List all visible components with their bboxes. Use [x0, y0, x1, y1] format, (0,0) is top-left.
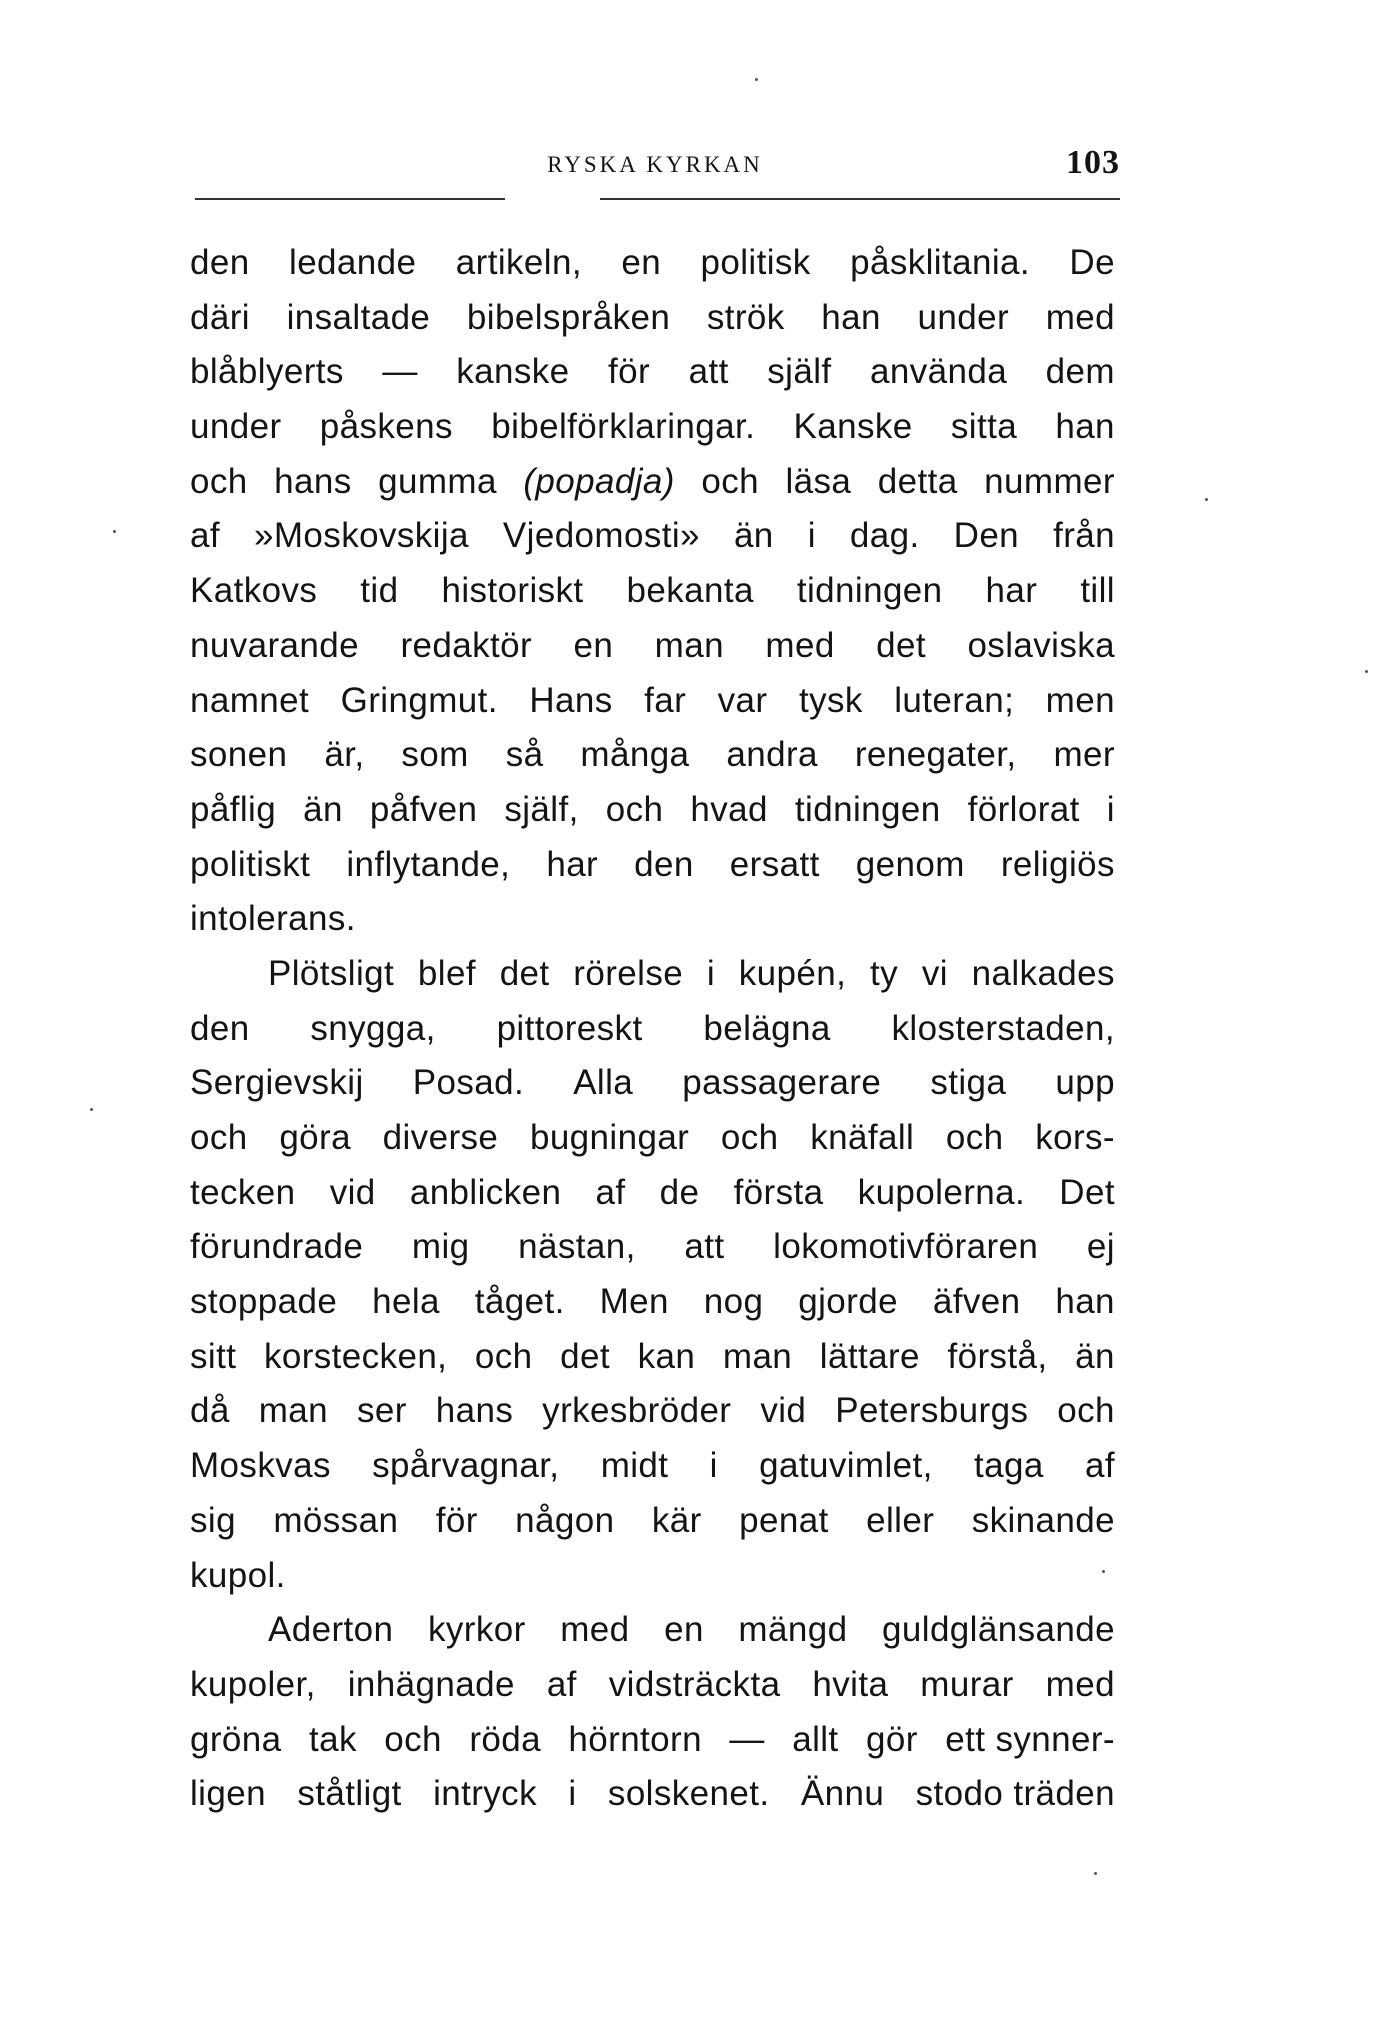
word: någon [515, 1500, 615, 1540]
word: det [560, 1336, 611, 1376]
word: en [573, 625, 614, 665]
word: däri [190, 297, 250, 337]
word: tid [360, 571, 399, 611]
word: lokomotivföraren [773, 1227, 1039, 1267]
text-line [190, 1439, 1115, 1494]
word: religiös [1000, 844, 1115, 884]
text-line [190, 947, 1115, 1002]
word: med [1045, 297, 1115, 337]
word: inflytande, [346, 844, 511, 884]
text-line [190, 1603, 1115, 1658]
word: sitta [950, 407, 1018, 447]
word: Posad. [412, 1063, 525, 1103]
word: Kanske [793, 407, 913, 447]
word: tecken [190, 1172, 296, 1212]
paragraph [190, 1603, 1115, 1822]
paragraph [190, 947, 1115, 1603]
word: i [709, 1446, 718, 1486]
word: nästan, [518, 1227, 636, 1267]
word: påfven [369, 789, 478, 829]
word: Ännu [800, 1774, 885, 1814]
word: artikeln, [455, 243, 582, 282]
word: nog [703, 1282, 764, 1322]
word: spårvagnar, [372, 1446, 560, 1486]
word: (popadja) [523, 461, 675, 501]
word: äfven [932, 1282, 1021, 1322]
text-line [190, 728, 1115, 783]
word: hans [435, 1391, 514, 1431]
word: den [634, 844, 694, 884]
paper-speck [113, 530, 116, 533]
word: af [190, 516, 220, 556]
word: detta [877, 461, 958, 501]
word: Hans [529, 680, 613, 720]
word: använda [870, 352, 1008, 392]
word: själf [767, 352, 832, 392]
text-line [190, 400, 1115, 455]
word: ledande [289, 243, 417, 282]
word: snygga, [310, 1008, 436, 1048]
word: allt [792, 1719, 839, 1759]
word: hvad [690, 789, 768, 829]
paper-speck [1205, 498, 1208, 501]
word: han [1055, 1282, 1115, 1322]
word: — [729, 1719, 765, 1759]
paper-speck [1365, 670, 1368, 673]
word: och [945, 1118, 1004, 1157]
word: första [733, 1172, 824, 1212]
text-line [190, 291, 1115, 346]
word: påflig [190, 789, 277, 829]
word: historiskt [441, 571, 584, 611]
word: det [876, 625, 926, 665]
word: vi [921, 953, 948, 993]
word: en [664, 1610, 704, 1650]
word: i [706, 953, 716, 993]
word: »Moskovskija [254, 516, 469, 556]
word: strök [706, 297, 785, 337]
word: den [190, 243, 250, 282]
paper-speck [755, 78, 758, 81]
word: för [435, 1500, 478, 1540]
word: under [190, 407, 282, 447]
word: röda [469, 1719, 541, 1759]
text-line [190, 1658, 1115, 1713]
text-line [190, 1111, 1115, 1166]
word: lättare [819, 1336, 920, 1376]
word: far [644, 680, 687, 720]
word: med [1045, 1664, 1115, 1704]
word: luteran; [894, 680, 1015, 720]
word: ersatt [729, 844, 820, 884]
word: bibelspråken [466, 297, 671, 337]
word: Plötsligt [268, 953, 395, 993]
word: den [190, 1008, 250, 1048]
word: andra [726, 735, 818, 775]
word: än [733, 516, 774, 556]
word: politiskt [190, 844, 311, 884]
word: nummer [984, 461, 1115, 501]
word: knäfall [810, 1118, 915, 1157]
word: politisk [700, 243, 811, 282]
word: af [546, 1664, 577, 1704]
header-rule-right [600, 198, 1120, 200]
word: har [546, 844, 599, 884]
word: yrkesbröder [542, 1391, 732, 1431]
word: hvita [812, 1664, 889, 1704]
word: under [917, 297, 1010, 337]
text-line [190, 1767, 1115, 1822]
word: tidningen [796, 571, 943, 611]
word: man [654, 625, 724, 665]
word: ligen [190, 1774, 266, 1814]
header-rule-left [195, 198, 505, 200]
word: så [505, 735, 544, 775]
text-line [190, 783, 1115, 838]
word: Petersburgs [835, 1391, 1029, 1431]
word: hans [274, 461, 352, 501]
word: och [190, 461, 248, 501]
word: rörelse [573, 953, 684, 993]
word: bekanta [626, 571, 754, 611]
word: korstecken, [263, 1336, 448, 1376]
word: läsa [785, 461, 852, 501]
word: stiga [930, 1063, 1007, 1103]
word: inhägnade [347, 1664, 515, 1704]
word: upp [1055, 1063, 1115, 1103]
word: af [595, 1172, 626, 1212]
word: kanske [456, 352, 570, 392]
text-line [190, 1220, 1115, 1275]
word: är, [324, 735, 365, 775]
word: och [605, 789, 664, 829]
word: passagerare [682, 1063, 882, 1103]
word: belägna [703, 1008, 831, 1048]
word: vid [329, 1172, 376, 1212]
text-line [190, 1330, 1115, 1385]
word: göra [279, 1118, 351, 1157]
word: klosterstaden, [891, 1008, 1115, 1048]
text-line [190, 455, 1115, 510]
word: hela [372, 1282, 440, 1322]
paper-speck [1094, 1872, 1097, 1875]
word: att [684, 1227, 725, 1267]
word: Gringmut. [340, 680, 498, 720]
word: murar [920, 1664, 1014, 1704]
text-line [190, 1275, 1115, 1330]
word: en [621, 243, 662, 282]
text-line [190, 1384, 1115, 1439]
word: Vjedomosti» [502, 516, 700, 556]
word: stodo träden [915, 1774, 1115, 1814]
text-line [190, 236, 1115, 291]
word: var [717, 680, 768, 720]
word: och [384, 1719, 442, 1759]
text-line [190, 1549, 1115, 1604]
word: eller [866, 1500, 935, 1540]
word: gumma [378, 461, 497, 501]
word: De [1069, 243, 1115, 282]
word: oslaviska [967, 625, 1115, 665]
word: kupol. [190, 1555, 286, 1595]
word: intolerans. [190, 899, 356, 939]
word: pittoreskt [496, 1008, 643, 1048]
word: blåblyerts [190, 352, 344, 392]
word: sitt [190, 1336, 237, 1376]
word: de [659, 1172, 700, 1212]
word: Katkovs [190, 571, 318, 611]
paper-speck [90, 1108, 93, 1111]
word: ser [356, 1391, 407, 1431]
text-line [190, 838, 1115, 893]
word: dem [1045, 352, 1115, 392]
word: Aderton [268, 1610, 394, 1650]
word: dag. [849, 516, 920, 556]
text-line [190, 509, 1115, 564]
word: men [1045, 680, 1115, 720]
word: gatuvimlet, [759, 1446, 933, 1486]
word: själf, [504, 789, 579, 829]
word: för [608, 352, 651, 392]
word: gjorde [798, 1282, 898, 1322]
word: än [303, 789, 343, 829]
word: kupén, [738, 953, 847, 993]
word: Men [599, 1282, 669, 1322]
word: diverse [382, 1118, 499, 1157]
word: i [1106, 789, 1115, 829]
word: bugningar [529, 1118, 690, 1157]
text-line [190, 892, 1115, 947]
word: genom [855, 844, 965, 884]
word: kyrkor [427, 1610, 526, 1650]
word: förlorat [967, 789, 1080, 829]
word: sonen [190, 735, 288, 775]
word: anblicken [409, 1172, 562, 1212]
word: solskenet. [607, 1774, 770, 1814]
word: mer [1053, 735, 1115, 775]
text-line [190, 1494, 1115, 1549]
word: förstå, [947, 1336, 1048, 1376]
word: vid [760, 1391, 807, 1431]
word: och [474, 1336, 533, 1376]
word: Det [1059, 1172, 1115, 1212]
word: kors- [1035, 1118, 1115, 1157]
word: tidningen [794, 789, 941, 829]
word: Moskvas [190, 1446, 331, 1486]
word: redaktör [400, 625, 533, 665]
word: taga [974, 1446, 1044, 1486]
word: med [560, 1610, 630, 1650]
word: han [1055, 407, 1115, 447]
word: sig [190, 1500, 236, 1540]
word: mössan [273, 1500, 399, 1540]
word: gör [865, 1719, 918, 1759]
page-number: 103 [1066, 144, 1120, 181]
word: har [985, 571, 1038, 611]
word: att [688, 352, 729, 392]
text-line [190, 1056, 1115, 1111]
text-line [190, 1166, 1115, 1221]
word: midt [600, 1446, 669, 1486]
word: tysk [798, 680, 863, 720]
paragraph [190, 236, 1115, 947]
word: vidsträckta [608, 1664, 781, 1704]
text-line [190, 674, 1115, 729]
word: af [1085, 1446, 1115, 1486]
word: då [190, 1391, 230, 1431]
word: i [568, 1774, 577, 1814]
body-text [190, 236, 1115, 1822]
word: påsklitania. [850, 243, 1030, 282]
word: penat [739, 1500, 829, 1540]
paper-speck [1102, 1570, 1105, 1573]
word: än [1075, 1336, 1115, 1376]
word: förundrade [190, 1227, 364, 1267]
word: skinande [971, 1500, 1115, 1540]
word: han [821, 297, 881, 337]
word: i [807, 516, 816, 556]
word: ej [1086, 1227, 1115, 1267]
word: insaltade [286, 297, 431, 337]
word: Sergievskij [190, 1063, 364, 1103]
running-head [190, 144, 1120, 188]
text-line [190, 345, 1115, 400]
text-line [190, 564, 1115, 619]
word: ett synner- [945, 1719, 1115, 1759]
text-line [190, 619, 1115, 674]
word: som [401, 735, 469, 775]
word: man [722, 1336, 793, 1376]
word: guldglänsande [882, 1610, 1115, 1650]
word: hörntorn [568, 1719, 702, 1759]
word: nalkades [971, 953, 1115, 993]
word: ty [870, 953, 899, 993]
word: ståtligt [297, 1774, 402, 1814]
text-line [190, 1002, 1115, 1057]
word: intryck [433, 1774, 537, 1814]
word: — [382, 352, 418, 392]
word: det [499, 953, 550, 993]
running-title: RYSKA KYRKAN [547, 152, 763, 177]
word: med [765, 625, 835, 665]
word: tåget. [474, 1282, 565, 1322]
word: Alla [573, 1063, 634, 1103]
text-line [190, 1713, 1115, 1768]
word: från [1053, 516, 1115, 556]
word: många [580, 735, 690, 775]
word: gröna [190, 1719, 282, 1759]
word: till [1080, 571, 1115, 611]
word: Den [953, 516, 1020, 556]
word: och [720, 1118, 779, 1157]
word: renegater, [854, 735, 1017, 775]
word: man [258, 1391, 328, 1431]
word: och [701, 461, 759, 501]
word: namnet [190, 680, 310, 720]
word: mig [411, 1227, 470, 1267]
word: kupoler, [190, 1664, 316, 1704]
word: tak [308, 1719, 357, 1759]
word: och [190, 1118, 248, 1157]
word: bibelförklaringar. [491, 407, 756, 447]
word: mängd [738, 1610, 848, 1650]
word: påskens [319, 407, 453, 447]
word: och [1057, 1391, 1115, 1431]
word: blef [417, 953, 476, 993]
word: stoppade [190, 1282, 338, 1322]
word: kan [637, 1336, 696, 1376]
word: nuvarande [190, 625, 360, 665]
word: kär [651, 1500, 702, 1540]
word: kupolerna. [857, 1172, 1026, 1212]
